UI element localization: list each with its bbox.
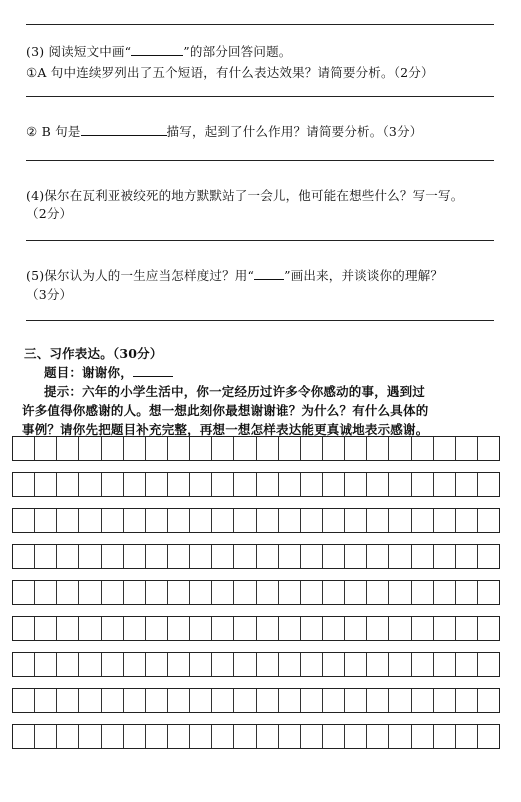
answer-line [26, 240, 494, 241]
grid-cell[interactable] [301, 473, 323, 496]
grid-cell[interactable] [412, 545, 434, 568]
grid-cell[interactable] [234, 545, 256, 568]
grid-cell[interactable] [456, 473, 478, 496]
grid-row [12, 724, 500, 749]
grid-cell[interactable] [124, 437, 146, 460]
grid-cell[interactable] [257, 437, 279, 460]
grid-cell[interactable] [57, 473, 79, 496]
answer-line [26, 96, 494, 97]
grid-cell[interactable] [35, 581, 57, 604]
grid-cell[interactable] [456, 653, 478, 676]
grid-row [12, 580, 500, 605]
grid-cell[interactable] [102, 581, 124, 604]
grid-cell[interactable] [367, 437, 389, 460]
grid-cell[interactable] [212, 437, 234, 460]
grid-cell[interactable] [434, 437, 456, 460]
grid-cell[interactable] [124, 473, 146, 496]
grid-cell[interactable] [323, 545, 345, 568]
grid-cell[interactable] [412, 725, 434, 748]
q3-sub2-blank[interactable] [81, 125, 167, 136]
grid-cell[interactable] [412, 509, 434, 532]
grid-cell[interactable] [412, 653, 434, 676]
grid-cell[interactable] [279, 725, 301, 748]
grid-cell[interactable] [124, 545, 146, 568]
grid-cell[interactable] [456, 581, 478, 604]
q3-title-blank[interactable] [131, 45, 183, 56]
grid-cell[interactable] [367, 473, 389, 496]
grid-cell[interactable] [57, 617, 79, 640]
grid-cell[interactable] [257, 689, 279, 712]
grid-cell[interactable] [345, 545, 367, 568]
grid-cell[interactable] [212, 617, 234, 640]
grid-cell[interactable] [367, 725, 389, 748]
grid-row [12, 652, 500, 677]
grid-cell[interactable] [434, 617, 456, 640]
grid-cell[interactable] [389, 509, 411, 532]
grid-cell[interactable] [79, 473, 101, 496]
grid-cell[interactable] [190, 653, 212, 676]
grid-cell[interactable] [301, 653, 323, 676]
q3-sub1: ①A 句中连续罗列出了五个短语，有什么表达效果？请简要分析。（2分） [26, 65, 434, 80]
grid-cell[interactable] [279, 545, 301, 568]
grid-cell[interactable] [234, 725, 256, 748]
essay-topic: 题目：谢谢你， [44, 365, 173, 381]
grid-cell[interactable] [102, 617, 124, 640]
grid-cell[interactable] [124, 725, 146, 748]
grid-cell[interactable] [323, 653, 345, 676]
grid-cell[interactable] [301, 545, 323, 568]
grid-cell[interactable] [35, 545, 57, 568]
grid-cell[interactable] [257, 545, 279, 568]
grid-cell[interactable] [146, 581, 168, 604]
grid-cell[interactable] [79, 581, 101, 604]
grid-cell[interactable] [257, 725, 279, 748]
grid-cell[interactable] [323, 617, 345, 640]
grid-cell[interactable] [13, 617, 35, 640]
grid-row [12, 472, 500, 497]
grid-cell[interactable] [35, 725, 57, 748]
grid-cell[interactable] [124, 509, 146, 532]
grid-cell[interactable] [478, 545, 499, 568]
grid-cell[interactable] [124, 653, 146, 676]
grid-cell[interactable] [456, 725, 478, 748]
grid-cell[interactable] [212, 689, 234, 712]
grid-cell[interactable] [367, 545, 389, 568]
grid-cell[interactable] [146, 509, 168, 532]
grid-cell[interactable] [146, 545, 168, 568]
grid-cell[interactable] [234, 473, 256, 496]
grid-cell[interactable] [301, 689, 323, 712]
grid-cell[interactable] [367, 617, 389, 640]
grid-cell[interactable] [389, 581, 411, 604]
q5-line2: （3分） [26, 287, 73, 302]
grid-cell[interactable] [190, 689, 212, 712]
grid-cell[interactable] [79, 545, 101, 568]
grid-cell[interactable] [212, 473, 234, 496]
grid-row [12, 508, 500, 533]
grid-cell[interactable] [35, 473, 57, 496]
grid-cell[interactable] [412, 581, 434, 604]
grid-cell[interactable] [168, 689, 190, 712]
grid-cell[interactable] [57, 437, 79, 460]
grid-cell[interactable] [57, 545, 79, 568]
grid-cell[interactable] [257, 653, 279, 676]
grid-cell[interactable] [102, 509, 124, 532]
grid-cell[interactable] [234, 617, 256, 640]
grid-cell[interactable] [389, 725, 411, 748]
grid-cell[interactable] [57, 509, 79, 532]
grid-cell[interactable] [345, 509, 367, 532]
grid-cell[interactable] [79, 689, 101, 712]
grid-cell[interactable] [323, 437, 345, 460]
grid-cell[interactable] [124, 581, 146, 604]
answer-line [26, 160, 494, 161]
grid-cell[interactable] [168, 581, 190, 604]
grid-cell[interactable] [146, 725, 168, 748]
grid-cell[interactable] [13, 653, 35, 676]
grid-row [12, 544, 500, 569]
grid-cell[interactable] [13, 581, 35, 604]
grid-cell[interactable] [190, 617, 212, 640]
grid-cell[interactable] [234, 689, 256, 712]
grid-cell[interactable] [168, 617, 190, 640]
grid-cell[interactable] [279, 653, 301, 676]
grid-cell[interactable] [279, 617, 301, 640]
grid-cell[interactable] [434, 725, 456, 748]
essay-topic-blank[interactable] [133, 366, 173, 377]
grid-cell[interactable] [234, 509, 256, 532]
grid-cell[interactable] [478, 617, 499, 640]
grid-cell[interactable] [102, 437, 124, 460]
grid-cell[interactable] [434, 545, 456, 568]
grid-cell[interactable] [345, 437, 367, 460]
grid-cell[interactable] [323, 473, 345, 496]
grid-cell[interactable] [478, 653, 499, 676]
grid-cell[interactable] [456, 509, 478, 532]
grid-cell[interactable] [279, 509, 301, 532]
grid-cell[interactable] [257, 617, 279, 640]
grid-cell[interactable] [389, 617, 411, 640]
grid-cell[interactable] [389, 437, 411, 460]
grid-cell[interactable] [478, 725, 499, 748]
grid-cell[interactable] [35, 509, 57, 532]
grid-cell[interactable] [478, 581, 499, 604]
grid-cell[interactable] [212, 581, 234, 604]
grid-cell[interactable] [79, 509, 101, 532]
grid-cell[interactable] [35, 689, 57, 712]
grid-cell[interactable] [212, 509, 234, 532]
grid-cell[interactable] [146, 617, 168, 640]
grid-cell[interactable] [456, 617, 478, 640]
grid-cell[interactable] [478, 437, 499, 460]
grid-cell[interactable] [279, 689, 301, 712]
grid-cell[interactable] [279, 437, 301, 460]
grid-cell[interactable] [102, 473, 124, 496]
grid-cell[interactable] [434, 653, 456, 676]
grid-cell[interactable] [389, 689, 411, 712]
q5-line1: (5)保尔认为人的一生应当怎样度过？用“ ”画出来，并谈谈你的理解？ [26, 268, 444, 283]
grid-cell[interactable] [102, 689, 124, 712]
grid-cell[interactable] [279, 581, 301, 604]
grid-cell[interactable] [412, 689, 434, 712]
grid-cell[interactable] [212, 545, 234, 568]
grid-cell[interactable] [279, 473, 301, 496]
grid-cell[interactable] [323, 581, 345, 604]
grid-cell[interactable] [434, 509, 456, 532]
grid-cell[interactable] [212, 725, 234, 748]
grid-cell[interactable] [478, 509, 499, 532]
grid-cell[interactable] [168, 473, 190, 496]
grid-cell[interactable] [13, 437, 35, 460]
grid-cell[interactable] [478, 473, 499, 496]
grid-cell[interactable] [456, 437, 478, 460]
grid-cell[interactable] [345, 617, 367, 640]
grid-cell[interactable] [124, 617, 146, 640]
grid-cell[interactable] [35, 617, 57, 640]
hint-line-3: 事例？请你先把题目补充完整，再想一想怎样表达能更真诚地表示感谢。 [22, 422, 429, 437]
grid-cell[interactable] [146, 689, 168, 712]
grid-cell[interactable] [190, 725, 212, 748]
q4-line2: （2分） [26, 206, 73, 221]
grid-cell[interactable] [124, 689, 146, 712]
grid-cell[interactable] [190, 545, 212, 568]
grid-cell[interactable] [389, 653, 411, 676]
q5-blank[interactable] [254, 269, 284, 280]
grid-cell[interactable] [434, 473, 456, 496]
grid-cell[interactable] [367, 689, 389, 712]
grid-cell[interactable] [345, 581, 367, 604]
grid-cell[interactable] [456, 545, 478, 568]
grid-cell[interactable] [345, 473, 367, 496]
grid-cell[interactable] [389, 545, 411, 568]
grid-cell[interactable] [79, 617, 101, 640]
grid-cell[interactable] [79, 437, 101, 460]
grid-cell[interactable] [102, 545, 124, 568]
grid-cell[interactable] [146, 653, 168, 676]
grid-cell[interactable] [456, 689, 478, 712]
section-heading: 三、习作表达。（30分） [24, 346, 163, 361]
grid-cell[interactable] [478, 689, 499, 712]
grid-cell[interactable] [323, 725, 345, 748]
grid-row [12, 616, 500, 641]
grid-cell[interactable] [345, 725, 367, 748]
grid-cell[interactable] [13, 545, 35, 568]
grid-cell[interactable] [79, 653, 101, 676]
grid-cell[interactable] [35, 653, 57, 676]
grid-cell[interactable] [301, 725, 323, 748]
grid-cell[interactable] [412, 473, 434, 496]
grid-cell[interactable] [102, 653, 124, 676]
grid-cell[interactable] [234, 437, 256, 460]
answer-line [26, 24, 494, 25]
grid-cell[interactable] [367, 509, 389, 532]
grid-cell[interactable] [234, 653, 256, 676]
grid-cell[interactable] [13, 689, 35, 712]
grid-cell[interactable] [301, 509, 323, 532]
grid-cell[interactable] [257, 473, 279, 496]
grid-cell[interactable] [57, 689, 79, 712]
grid-cell[interactable] [190, 437, 212, 460]
grid-row [12, 436, 500, 461]
grid-cell[interactable] [345, 689, 367, 712]
grid-cell[interactable] [13, 473, 35, 496]
grid-cell[interactable] [367, 653, 389, 676]
grid-cell[interactable] [323, 689, 345, 712]
grid-row [12, 688, 500, 713]
grid-cell[interactable] [79, 725, 101, 748]
grid-cell[interactable] [212, 653, 234, 676]
grid-cell[interactable] [168, 725, 190, 748]
grid-cell[interactable] [434, 689, 456, 712]
q4-line1: (4)保尔在瓦利亚被绞死的地方默默站了一会儿，他可能在想些什么？写一写。 [26, 188, 464, 203]
grid-cell[interactable] [323, 509, 345, 532]
q3-sub2: ② B 句是 描写，起到了什么作用？请简要分析。（3分） [26, 124, 423, 139]
grid-cell[interactable] [168, 509, 190, 532]
grid-cell[interactable] [257, 581, 279, 604]
grid-cell[interactable] [57, 653, 79, 676]
grid-cell[interactable] [146, 473, 168, 496]
answer-line [26, 320, 494, 321]
grid-cell[interactable] [57, 725, 79, 748]
grid-cell[interactable] [389, 473, 411, 496]
grid-cell[interactable] [190, 509, 212, 532]
grid-cell[interactable] [257, 509, 279, 532]
grid-cell[interactable] [168, 653, 190, 676]
grid-cell[interactable] [345, 653, 367, 676]
grid-cell[interactable] [190, 581, 212, 604]
grid-cell[interactable] [35, 437, 57, 460]
grid-cell[interactable] [434, 581, 456, 604]
grid-cell[interactable] [367, 581, 389, 604]
grid-cell[interactable] [102, 725, 124, 748]
grid-cell[interactable] [146, 437, 168, 460]
grid-cell[interactable] [412, 437, 434, 460]
grid-cell[interactable] [13, 725, 35, 748]
grid-cell[interactable] [301, 437, 323, 460]
hint-line-1: 提示：六年的小学生活中，你一定经历过许多令你感动的事，遇到过 [44, 384, 426, 399]
grid-cell[interactable] [190, 473, 212, 496]
grid-cell[interactable] [168, 545, 190, 568]
grid-cell[interactable] [168, 437, 190, 460]
grid-cell[interactable] [412, 617, 434, 640]
grid-cell[interactable] [234, 581, 256, 604]
grid-cell[interactable] [57, 581, 79, 604]
hint-line-2: 许多值得你感谢的人。想一想此刻你最想谢谢谁？为什么？有什么具体的 [22, 403, 429, 418]
grid-cell[interactable] [301, 617, 323, 640]
grid-cell[interactable] [301, 581, 323, 604]
grid-cell[interactable] [13, 509, 35, 532]
q3-title: (3) 阅读短文中画“ ”的部分回答问题。 [26, 44, 292, 59]
